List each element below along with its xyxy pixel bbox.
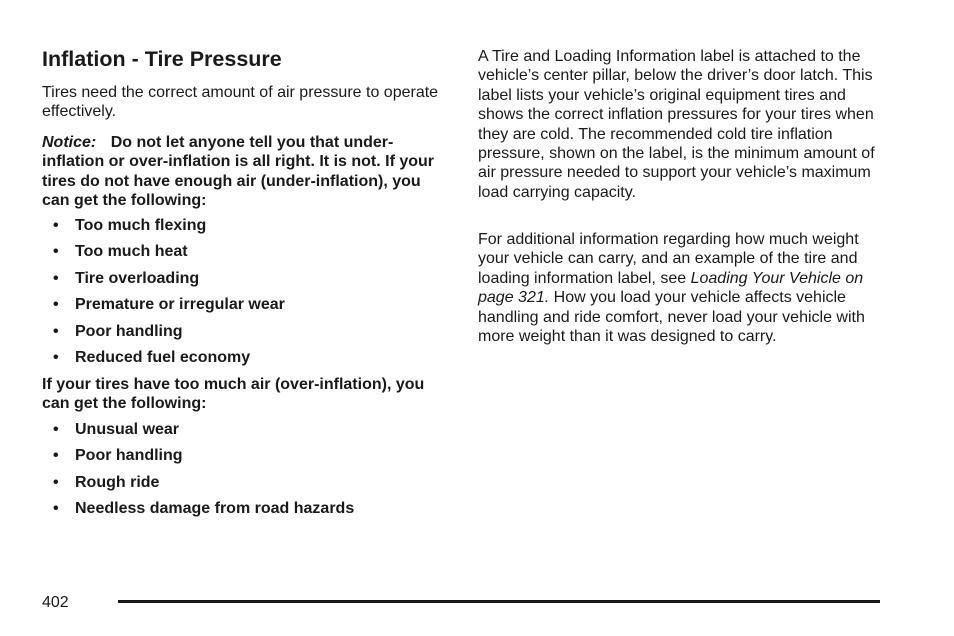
bullet-icon: •	[53, 447, 59, 465]
bullet-icon: •	[53, 243, 59, 261]
list-item: • Unusual wear	[53, 421, 180, 438]
page-number: 402	[42, 594, 69, 611]
intro-paragraph: Tires need the correct amount of air pressure to operate effectively.	[42, 84, 439, 121]
section-heading: Inflation - Tire Pressure	[42, 47, 282, 71]
list-item: • Premature or irregular wear	[53, 296, 285, 314]
additional-info-paragraph: For additional information regarding how much weight your vehicle can carry, and an example of the tire and loading information label, see Loading Your Vehicle on page 321. How you load your vehicle affects vehicle handling and ride comfort, never load your vehicle with more weight than it was designed to carry.	[478, 231, 865, 346]
notice-paragraph	[42, 133, 442, 211]
under-inflation-list	[42, 216, 442, 374]
list-item: • Poor handling	[53, 447, 183, 465]
bullet-icon: •	[53, 322, 59, 340]
list-item: • Tire overloading	[53, 269, 200, 287]
tire-label-paragraph: A Tire and Loading Information label is attached to the vehicle’s center pillar, below the driver’s door latch. This label lists your vehicle’s original equipment tires and shows the correct inflation pressures for your tires when they are cold. The recommended cold tire inflation pressure, shown on the label, is the minimum amount of air pressure needed to support your vehicle’s maximum load carrying capacity.	[478, 48, 875, 201]
notice-text: Do not let anyone tell you that under-inflation or over-inflation is all right. It is not. If your tires do not have enough air (under-inflation), you can get the following:	[42, 134, 435, 210]
bullet-icon: •	[53, 296, 59, 314]
list-item: • Poor handling	[53, 322, 183, 340]
list-item: • Needless damage from road hazards	[53, 500, 355, 518]
bullet-icon: •	[53, 348, 59, 366]
page-reference-link[interactable]: Loading Your Vehicle on page 321.	[478, 269, 864, 307]
bullet-icon: •	[53, 217, 59, 234]
over-inflation-intro: If your tires have too much air (over-inflation), you can get the following:	[42, 376, 425, 413]
notice-label: Notice:	[42, 134, 97, 151]
list-item: • Rough ride	[53, 473, 160, 491]
bullet-icon: •	[53, 473, 59, 491]
list-item: • Too much flexing	[53, 217, 207, 234]
over-inflation-list	[42, 420, 442, 526]
bullet-icon: •	[53, 421, 59, 438]
footer-rule	[118, 600, 880, 603]
list-item: • Reduced fuel economy	[53, 348, 251, 366]
list-item: • Too much heat	[53, 243, 188, 261]
bullet-icon: •	[53, 269, 59, 287]
bullet-icon: •	[53, 500, 59, 518]
